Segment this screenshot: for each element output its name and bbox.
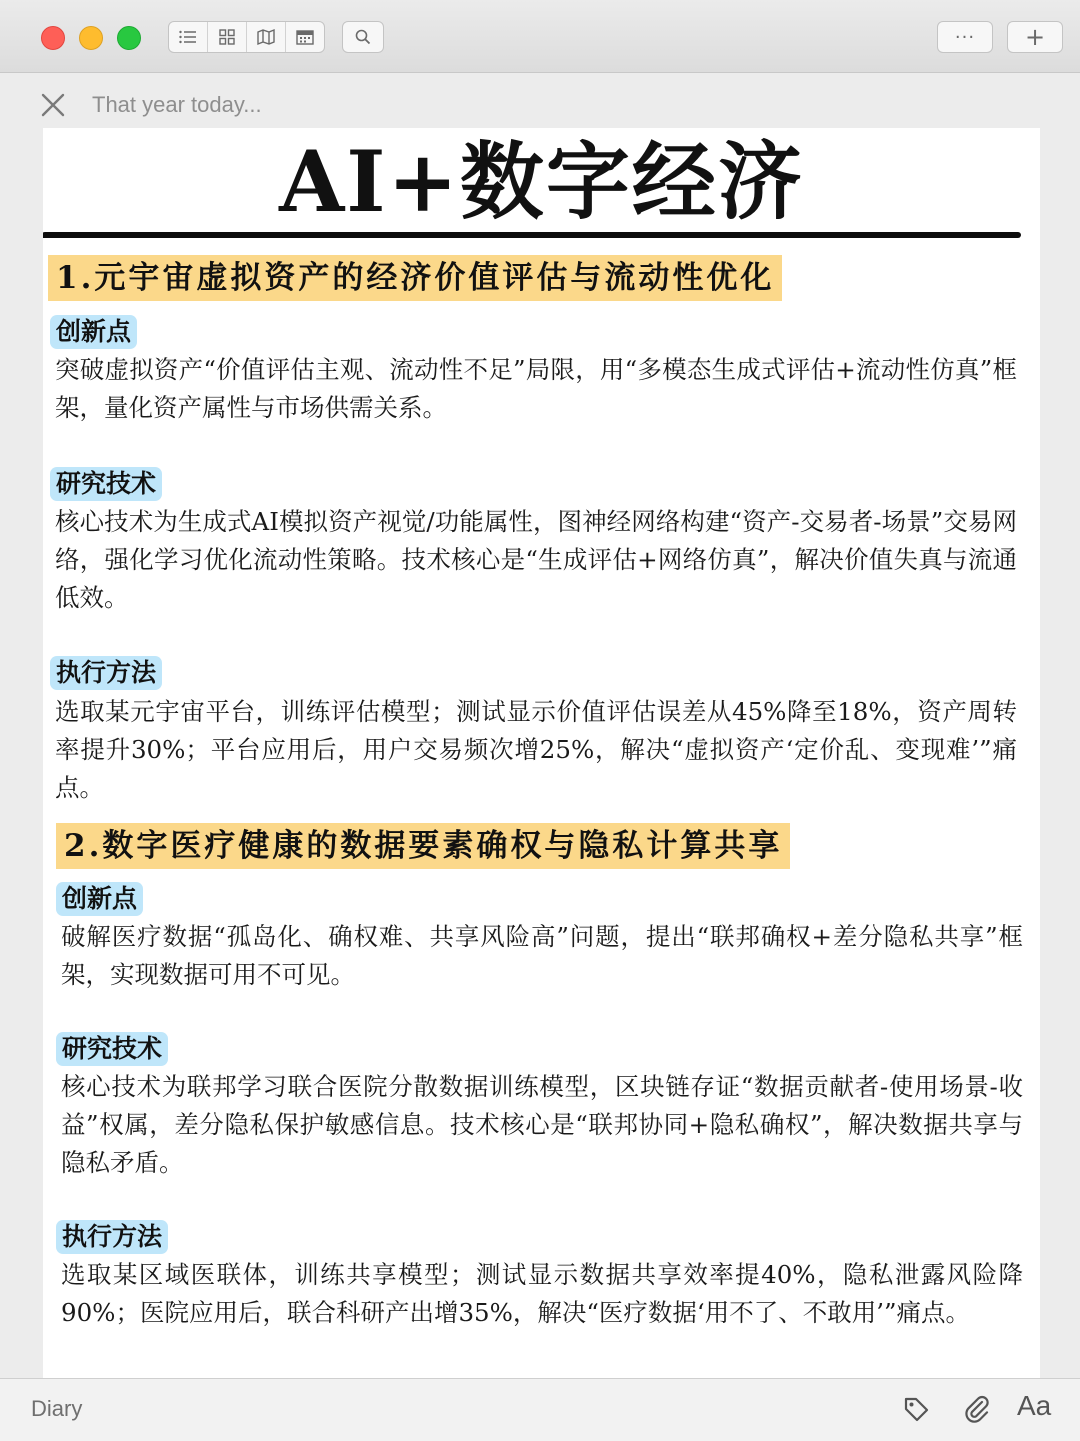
list-view-button[interactable] — [169, 22, 208, 52]
search-button[interactable] — [342, 21, 384, 53]
method-label-2: 执行方法 — [56, 1220, 168, 1254]
grid-view-icon — [218, 28, 236, 46]
method-label-1: 执行方法 — [50, 656, 162, 690]
innovation-text-1: 突破虚拟资产“价值评估主观、流动性不足”局限，用“多模态生成式评估+流动性仿真”框架，量化资产属性与市场供需关系。 — [55, 355, 1017, 422]
section-heading-2: 2.数字医疗健康的数据要素确权与隐私计算共享 — [56, 823, 790, 869]
font-format-button[interactable]: Aa — [1017, 1390, 1052, 1421]
page-title: AI+数字经济 — [279, 132, 804, 231]
innovation-label-2: 创新点 — [56, 882, 143, 916]
paperclip-icon[interactable] — [961, 1393, 993, 1425]
journal-selector[interactable]: Diary — [31, 1396, 83, 1421]
tag-icon[interactable] — [900, 1393, 932, 1425]
view-switcher — [168, 21, 325, 53]
tech-text-1: 核心技术为生成式AI模拟资产视觉/功能属性，图神经网络构建“资产-交易者-场景”交易网络，强化学习优化流动性策略。技术核心是“生成评估+网络仿真”，解决价值失真与流通低效。 — [55, 507, 1017, 612]
entry-title-input[interactable]: That year today... — [92, 92, 262, 117]
method-text-2: 选取某区域医联体，训练共享模型；测试显示数据共享效率提40%，隐私泄露风险降90%；医院应用后，联合科研产出增35%，解决“医疗数据‘用不了、不敢用’”痛点。 — [61, 1260, 1023, 1327]
note-body — [43, 128, 1040, 1378]
title-underline — [43, 232, 1021, 238]
innovation-text-2: 破解医疗数据“孤岛化、确权难、共享风险高”问题，提出“联邦确权+差分隐私共享”框架，实现数据可用不可见。 — [61, 922, 1023, 989]
minimize-window-button[interactable] — [79, 26, 103, 50]
tech-label-2: 研究技术 — [56, 1032, 168, 1066]
tech-label-1: 研究技术 — [50, 467, 162, 501]
map-view-button[interactable] — [247, 22, 286, 52]
innovation-label-1: 创新点 — [50, 315, 137, 349]
method-text-1: 选取某元宇宙平台，训练评估模型；测试显示价值评估误差从45%降至18%，资产周转率提升30%；平台应用后，用户交易频次增25%，解决“虚拟资产‘定价乱、变现难’”痛点。 — [55, 697, 1017, 802]
more-options-button[interactable] — [937, 21, 993, 53]
search-icon — [354, 28, 372, 46]
close-icon[interactable] — [38, 90, 68, 120]
list-view-icon — [178, 29, 198, 45]
bottom-toolbar — [0, 1378, 1080, 1441]
zoom-window-button[interactable] — [117, 26, 141, 50]
more-options-label: ··· — [954, 26, 976, 48]
close-window-button[interactable] — [41, 26, 65, 50]
section-heading-1: 1.元宇宙虚拟资产的经济价值评估与流动性优化 — [48, 255, 782, 301]
add-entry-label: + — [1024, 23, 1046, 51]
calendar-view-icon — [295, 28, 315, 46]
window-title-bar — [0, 0, 1080, 73]
grid-view-button[interactable] — [208, 22, 247, 52]
calendar-view-button[interactable] — [286, 22, 324, 52]
tech-text-2: 核心技术为联邦学习联合医院分散数据训练模型，区块链存证“数据贡献者-使用场景-收益”权属，差分隐私保护敏感信息。技术核心是“联邦协同+隐私确权”，解决数据共享与隐私矛盾。 — [61, 1072, 1023, 1177]
add-entry-button[interactable] — [1007, 21, 1063, 53]
map-view-icon — [256, 28, 276, 46]
